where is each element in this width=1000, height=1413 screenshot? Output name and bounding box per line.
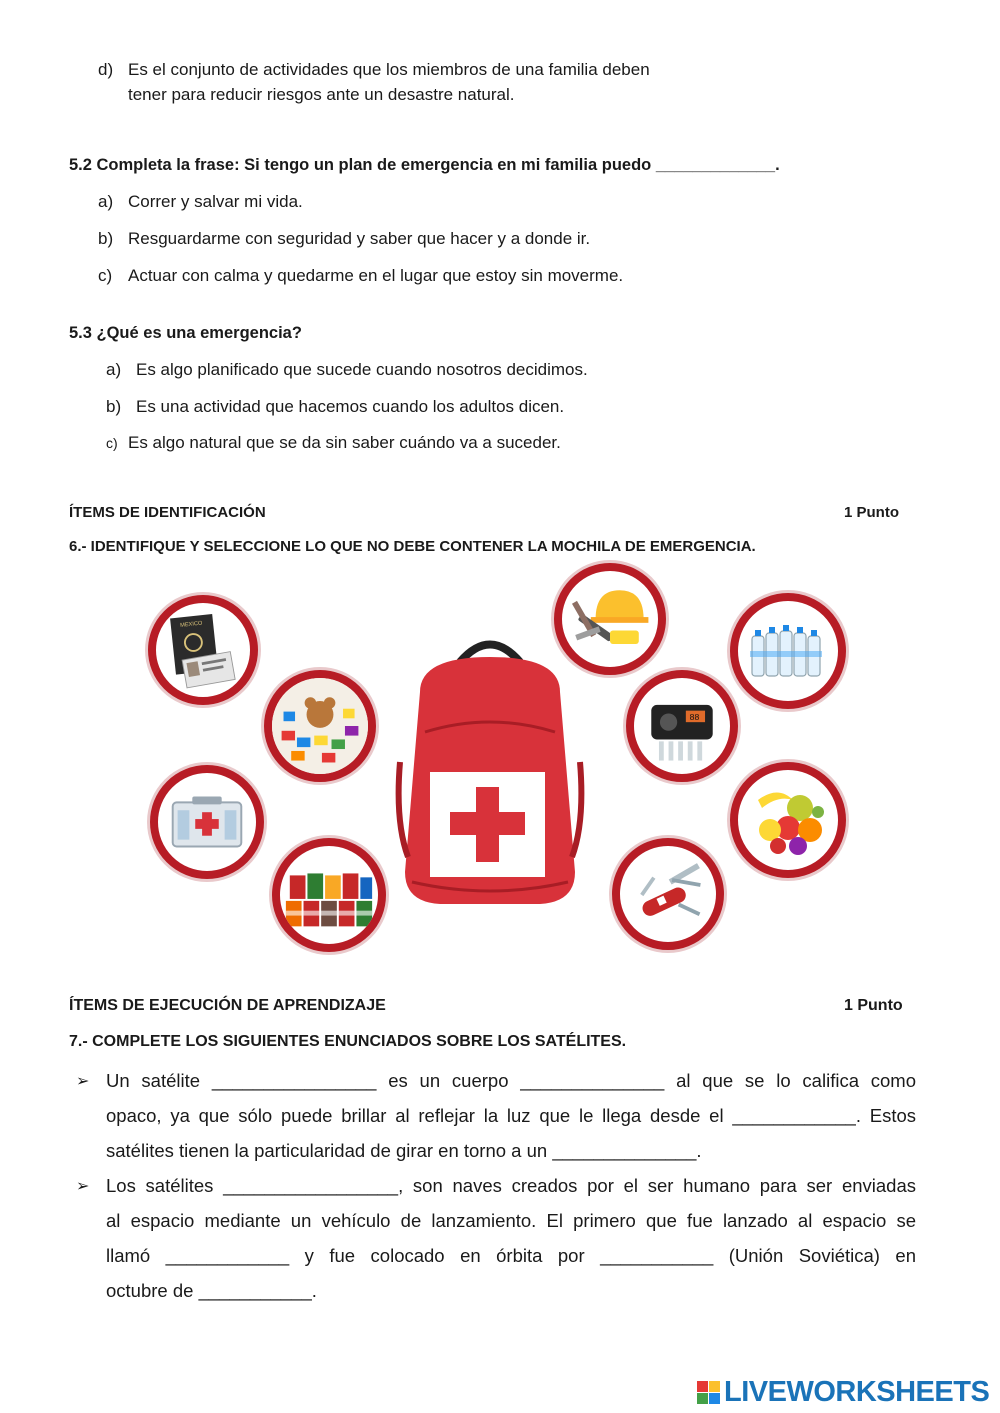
tools-icon — [562, 571, 658, 667]
bullet-arrow-icon: ➢ — [76, 1073, 90, 1090]
canned-food-icon — [280, 846, 378, 944]
pocket-knife-item[interactable] — [612, 838, 724, 950]
tools-helmet-item[interactable] — [554, 563, 666, 675]
paragraph-line: Los satélites _________________, son naves creados por el ser humano para ser enviadas — [106, 1175, 916, 1196]
option-text: Es una actividad que hacemos cuando los adultos dicen. — [136, 397, 565, 416]
q52-option-b[interactable] — [98, 227, 590, 251]
radio-item[interactable] — [626, 670, 738, 782]
water-bottle-icon — [738, 601, 838, 701]
option-text: Es el conjunto de actividades que los miembros de una familia deben — [128, 60, 650, 79]
toys-icon — [272, 678, 368, 774]
first-aid-kit-icon — [158, 773, 256, 871]
q53-title: 5.3 ¿Qué es una emergencia? — [69, 324, 302, 342]
option-text: Correr y salvar mi vida. — [128, 192, 303, 211]
radio-icon — [634, 678, 730, 774]
backpack-image — [390, 632, 590, 912]
fruit-item[interactable] — [730, 762, 846, 878]
option-letter: c) — [98, 266, 113, 285]
water-bottles-item[interactable] — [730, 593, 846, 709]
passport-documents-item[interactable] — [148, 595, 258, 705]
liveworksheets-logo-icon — [697, 1381, 721, 1405]
q52-option-c[interactable] — [98, 264, 623, 288]
passport-icon — [156, 603, 250, 697]
radio-display-text: 88 — [689, 712, 700, 723]
option-letter: c) — [106, 435, 118, 451]
section7-points: 1 Punto — [844, 997, 903, 1014]
option-letter: d) — [98, 60, 114, 79]
paragraph-line: satélites tienen la particularidad de girar en torno a un ______________. — [106, 1140, 702, 1161]
q53-option-c[interactable] — [106, 431, 561, 455]
option-letter: a) — [106, 360, 122, 379]
q52-option-a[interactable] — [98, 190, 303, 214]
option-text: Resguardarme con seguridad y saber que hacer y a donde ir. — [128, 229, 591, 248]
first-aid-kit-item[interactable] — [150, 765, 264, 879]
satellite-paragraph-2 — [106, 1168, 916, 1308]
q52-title: 5.2 Completa la frase: Si tengo un plan de emergencia en mi familia puedo _____________. — [69, 156, 780, 174]
fruit-icon — [738, 770, 838, 870]
option-text: Actuar con calma y quedarme en el lugar que estoy sin moverme. — [128, 266, 624, 285]
canned-food-item[interactable] — [272, 838, 386, 952]
paragraph-line: opaco, ya que sólo puede brillar al reflejar la luz que le llega desde el ____________. Estos — [106, 1105, 916, 1126]
section6-points: 1 Punto — [844, 504, 899, 521]
option-letter: b) — [98, 229, 114, 248]
pocket-knife-icon — [620, 846, 716, 942]
option-text: Es algo natural que se da sin saber cuándo va a suceder. — [128, 433, 561, 452]
option-letter: b) — [106, 397, 122, 416]
paragraph-line: llamó ____________ y fue colocado en órbita por ___________ (Unión Soviética) en — [106, 1245, 916, 1266]
paragraph-line: octubre de ___________. — [106, 1280, 317, 1301]
section6-question: 6.- IDENTIFIQUE Y SELECCIONE LO QUE NO DEBE CONTENER LA MOCHILA DE EMERGENCIA. — [69, 538, 756, 555]
section7-question: 7.- COMPLETE LOS SIGUIENTES ENUNCIADOS SOBRE LOS SATÉLITES. — [69, 1033, 627, 1050]
emergency-backpack-illustration — [140, 560, 860, 960]
q51-option-d[interactable] — [98, 58, 650, 82]
section7-header: ÍTEMS DE EJECUCIÓN DE APRENDIZAJE — [69, 997, 386, 1014]
paragraph-line: al espacio mediante un vehículo de lanzamiento. El primero que fue lanzado al espacio se — [106, 1210, 916, 1231]
passport-label: MEXICO — [179, 620, 203, 629]
bullet-arrow-icon: ➢ — [76, 1178, 90, 1195]
toys-item[interactable] — [264, 670, 376, 782]
section6-header: ÍTEMS DE IDENTIFICACIÓN — [69, 504, 266, 521]
q53-option-b[interactable] — [106, 395, 564, 419]
option-letter: a) — [98, 192, 114, 211]
q53-option-a[interactable] — [106, 358, 588, 382]
liveworksheets-logo[interactable]: LIVEWORKSHEETS — [724, 1376, 990, 1408]
paragraph-line: Un satélite ________________ es un cuerpo ______________ al que se lo califica como — [106, 1070, 916, 1091]
option-text: Es algo planificado que sucede cuando nosotros decidimos. — [136, 360, 588, 379]
q51-option-d-line2: tener para reducir riesgos ante un desastre natural. — [128, 85, 515, 104]
satellite-paragraph-1 — [106, 1063, 916, 1168]
